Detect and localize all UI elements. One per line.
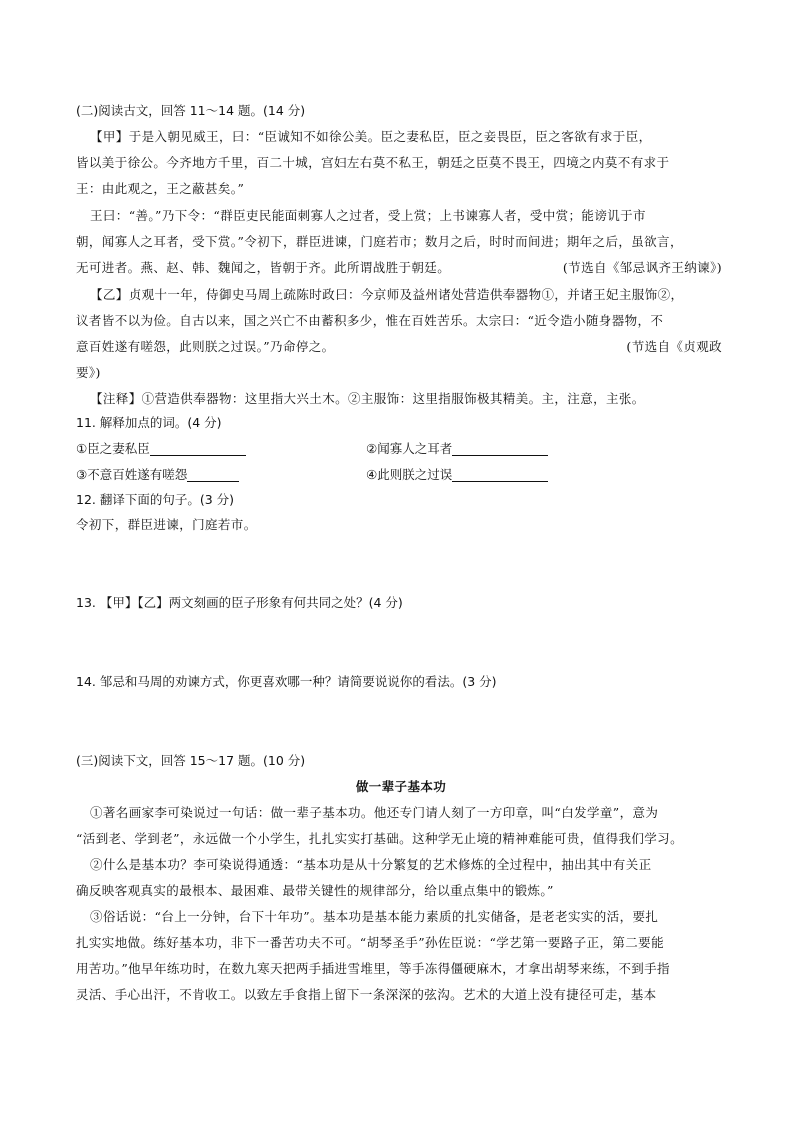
jia-line: 王：由此观之，王之蔽甚矣。” <box>76 181 245 196</box>
article-line: 扎实实地做。练好基本功，非下一番苦功夫不可。“胡琴圣手”孙佐臣说：“学艺第一要路子正，第二要能 <box>76 935 664 950</box>
yi-source: (节选自《贞观政 <box>626 339 722 354</box>
q11-item <box>366 466 726 484</box>
jia-line: 【甲】于是入朝见威王，曰：“臣诚知不如徐公美。臣之妻私臣，臣之妾畏臣，臣之客欲有求于臣， <box>90 129 652 144</box>
answer-blank[interactable] <box>150 441 246 456</box>
section2-heading: (二)阅读古文，回答 11～14 题。(14 分) <box>76 103 306 118</box>
yi-line: 议者皆不以为俭。自古以来，国之兴亡不由蓄积多少，惟在百姓苦乐。太宗曰：“近令造小随身器物，不 <box>76 313 664 328</box>
yi-line: 【乙】贞观十一年，侍御史马周上疏陈时政曰：今京师及益州诸处营造供奉器物①，并诸王妃主服饰②， <box>90 287 684 302</box>
answer-blank[interactable] <box>452 441 548 456</box>
jia-line: 王曰：“善。”乃下令：“群臣吏民能面刺寡人之过者，受上赏；上书谏寡人者，受中赏；能谤讥于市 <box>90 208 646 223</box>
annotation-note: 【注释】①营造供奉器物：这里指大兴土木。②主服饰：这里指服饰极其精美。主，注意，主张。 <box>90 391 645 406</box>
q14-stem: 14. 邹忌和马周的劝谏方式，你更喜欢哪一种？请简要说说你的看法。(3 分) <box>76 674 497 689</box>
q11-item <box>76 440 356 458</box>
article-title: 做一辈子基本功 <box>355 779 447 794</box>
q11-stem: 11. 解释加点的词。(4 分) <box>76 415 222 430</box>
yi-line: 意百姓遂有嗟怨，此则朕之过误。”乃命停之。 <box>76 339 335 354</box>
yi-source-cont: 要》) <box>76 365 101 380</box>
q11-item-label: ③不意百姓遂有嗟怨 <box>76 467 188 482</box>
jia-line: 无可进者。燕、赵、韩、魏闻之，皆朝于齐。此所谓战胜于朝廷。 <box>76 260 451 275</box>
section3-heading: (三)阅读下文，回答 15～17 题。(10 分) <box>76 753 306 768</box>
q12-sentence: 令初下，群臣进谏，门庭若市。 <box>76 517 257 532</box>
answer-blank[interactable] <box>187 467 239 482</box>
jia-line: 朝，闻寡人之耳者，受下赏。”令初下，群臣进谏，门庭若市；数月之后，时时而间进；期年之后，虽欲言， <box>76 234 683 249</box>
article-line: 灵活、手心出汗，不肯收工。以致左手食指上留下一条深深的弦沟。艺术的大道上没有捷径可走，基本 <box>76 987 657 1002</box>
q12-stem: 12. 翻译下面的句子。(3 分) <box>76 492 235 507</box>
article-line: ①著名画家李可染说过一句话：做一辈子基本功。他还专门请人刻了一方印章，叫“白发学童”，意为 <box>90 805 659 820</box>
article-line: “活到老、学到老”，永远做一个小学生，扎扎实实打基础。这种学无止境的精神难能可贵，值得我们学习。 <box>76 831 683 846</box>
article-line: ③俗话说：“台上一分钟，台下十年功”。基本功是基本能力素质的扎实储备，是老老实实的活，要扎 <box>90 909 659 924</box>
jia-line: 皆以美于徐公。今齐地方千里，百二十城，宫妇左右莫不私王，朝廷之臣莫不畏王，四境之内莫不有求于 <box>76 155 670 170</box>
article-line: 确反映客观真实的最根本、最困难、最带关键性的规律部分，给以重点集中的锻炼。” <box>76 883 554 898</box>
q11-item-label: ②闻寡人之耳者 <box>366 441 453 456</box>
article-line: 用苦功。”他早年练功时，在数九寒天把两手插进雪堆里，等手冻得僵硬麻木，才拿出胡琴来练，不到手指 <box>76 961 670 976</box>
article-line: ②什么是基本功？李可染说得通透：“基本功是从十分繁复的艺术修炼的全过程中，抽出其中有关正 <box>90 857 652 872</box>
answer-blank[interactable] <box>452 467 548 482</box>
q11-item <box>76 466 356 484</box>
q13-stem: 13. 【甲】【乙】两文刻画的臣子形象有何共同之处？(4 分) <box>76 595 403 610</box>
q11-item-label: ①臣之妻私臣 <box>76 441 150 456</box>
jia-source: (节选自《邹忌讽齐王纳谏》) <box>562 260 722 275</box>
q11-item <box>366 440 726 458</box>
q11-item-label: ④此则朕之过误 <box>366 467 453 482</box>
